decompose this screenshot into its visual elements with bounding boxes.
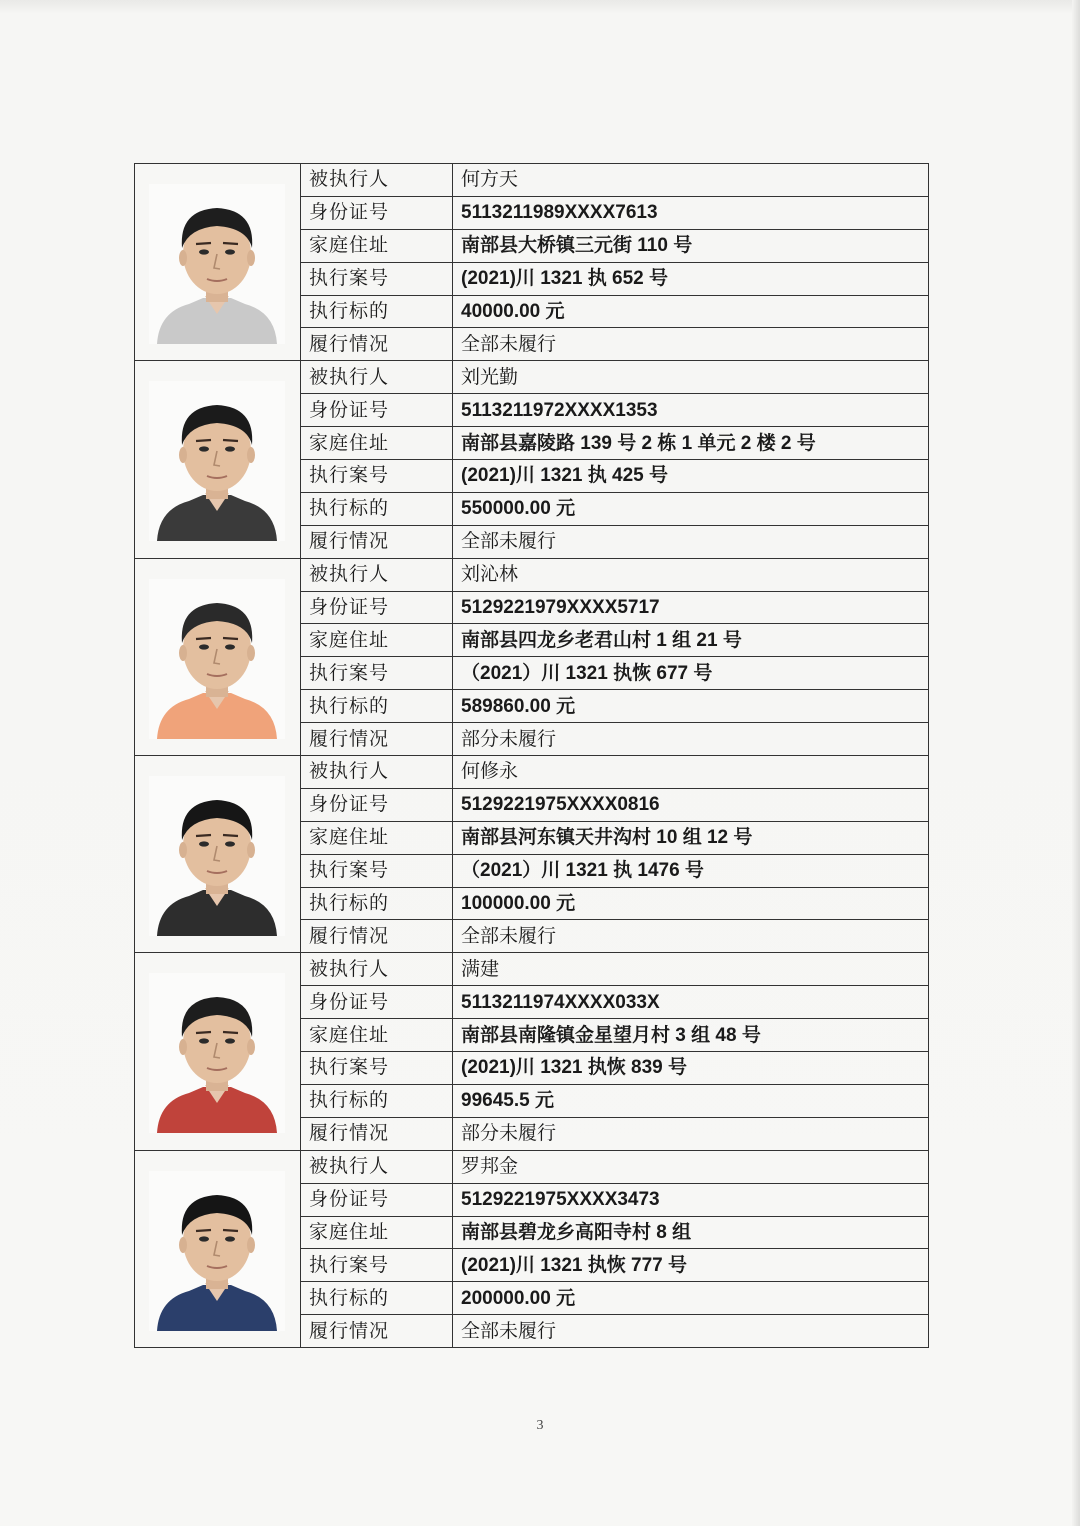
field-label-case_number: 执行案号: [301, 1052, 453, 1085]
field-label-status: 履行情况: [301, 328, 453, 361]
field-value-id_number: 5129221975XXXX3473: [453, 1183, 929, 1216]
field-value-status: 部分未履行: [453, 723, 929, 756]
field-value-status: 全部未履行: [453, 1315, 929, 1348]
field-label-status: 履行情况: [301, 525, 453, 558]
field-value-address: 南部县河东镇天井沟村 10 组 12 号: [453, 821, 929, 854]
field-value-status: 全部未履行: [453, 920, 929, 953]
field-label-case_number: 执行案号: [301, 1249, 453, 1282]
field-label-address: 家庭住址: [301, 1019, 453, 1052]
field-label-name: 被执行人: [301, 1150, 453, 1183]
field-label-status: 履行情况: [301, 1315, 453, 1348]
field-value-address: 南部县嘉陵路 139 号 2 栋 1 单元 2 楼 2 号: [453, 427, 929, 460]
field-label-id_number: 身份证号: [301, 986, 453, 1019]
portrait-photo: [149, 776, 285, 936]
record-row-name: [135, 1150, 929, 1183]
field-value-id_number: 5113211989XXXX7613: [453, 196, 929, 229]
field-value-amount: 100000.00 元: [453, 887, 929, 920]
record-row-name: [135, 953, 929, 986]
record-row-name: [135, 361, 929, 394]
field-label-amount: 执行标的: [301, 887, 453, 920]
field-value-name: 刘沁林: [453, 558, 929, 591]
field-value-address: 南部县大桥镇三元街 110 号: [453, 229, 929, 262]
field-label-id_number: 身份证号: [301, 1183, 453, 1216]
field-value-case_number: (2021)川 1321 执 425 号: [453, 460, 929, 493]
field-label-name: 被执行人: [301, 558, 453, 591]
field-label-id_number: 身份证号: [301, 196, 453, 229]
field-label-amount: 执行标的: [301, 492, 453, 525]
page-number: 3: [536, 1418, 544, 1433]
record-row-name: [135, 164, 929, 197]
field-label-case_number: 执行案号: [301, 657, 453, 690]
portrait-photo: [149, 381, 285, 541]
field-value-address: 南部县碧龙乡高阳寺村 8 组: [453, 1216, 929, 1249]
portrait-cell: [135, 558, 301, 755]
field-label-case_number: 执行案号: [301, 854, 453, 887]
field-value-status: 全部未履行: [453, 328, 929, 361]
record-row-name: [135, 756, 929, 789]
field-value-case_number: (2021)川 1321 执恢 839 号: [453, 1052, 929, 1085]
field-value-status: 部分未履行: [453, 1117, 929, 1150]
field-label-address: 家庭住址: [301, 1216, 453, 1249]
field-label-id_number: 身份证号: [301, 591, 453, 624]
portrait-photo: [149, 184, 285, 344]
field-value-amount: 40000.00 元: [453, 295, 929, 328]
field-value-case_number: (2021)川 1321 执恢 777 号: [453, 1249, 929, 1282]
field-label-amount: 执行标的: [301, 1282, 453, 1315]
field-value-amount: 200000.00 元: [453, 1282, 929, 1315]
field-value-amount: 589860.00 元: [453, 690, 929, 723]
field-value-name: 满建: [453, 953, 929, 986]
field-label-amount: 执行标的: [301, 1084, 453, 1117]
field-label-name: 被执行人: [301, 756, 453, 789]
field-label-address: 家庭住址: [301, 624, 453, 657]
portrait-cell: [135, 756, 301, 953]
field-value-name: 罗邦金: [453, 1150, 929, 1183]
portrait-cell: [135, 1150, 301, 1347]
field-label-amount: 执行标的: [301, 295, 453, 328]
portrait-cell: [135, 164, 301, 361]
field-value-name: 何方天: [453, 164, 929, 197]
portrait-cell: [135, 953, 301, 1150]
page-edge: [1072, 0, 1080, 1526]
field-value-status: 全部未履行: [453, 525, 929, 558]
field-label-address: 家庭住址: [301, 229, 453, 262]
field-label-status: 履行情况: [301, 1117, 453, 1150]
field-value-id_number: 5129221975XXXX0816: [453, 788, 929, 821]
field-label-amount: 执行标的: [301, 690, 453, 723]
portrait-cell: [135, 361, 301, 558]
field-value-id_number: 5113211974XXXX033X: [453, 986, 929, 1019]
field-label-status: 履行情况: [301, 920, 453, 953]
record-row-name: [135, 558, 929, 591]
field-label-name: 被执行人: [301, 164, 453, 197]
field-label-case_number: 执行案号: [301, 460, 453, 493]
field-value-amount: 550000.00 元: [453, 492, 929, 525]
field-value-name: 何修永: [453, 756, 929, 789]
field-label-id_number: 身份证号: [301, 394, 453, 427]
field-label-address: 家庭住址: [301, 427, 453, 460]
field-label-name: 被执行人: [301, 953, 453, 986]
portrait-photo: [149, 579, 285, 739]
field-label-id_number: 身份证号: [301, 788, 453, 821]
field-value-case_number: （2021）川 1321 执 1476 号: [453, 854, 929, 887]
field-label-name: 被执行人: [301, 361, 453, 394]
field-value-address: 南部县南隆镇金星望月村 3 组 48 号: [453, 1019, 929, 1052]
field-value-id_number: 5129221979XXXX5717: [453, 591, 929, 624]
field-label-status: 履行情况: [301, 723, 453, 756]
debtor-table: [134, 163, 929, 1348]
field-value-id_number: 5113211972XXXX1353: [453, 394, 929, 427]
field-label-address: 家庭住址: [301, 821, 453, 854]
field-value-case_number: （2021）川 1321 执恢 677 号: [453, 657, 929, 690]
portrait-photo: [149, 1171, 285, 1331]
field-value-address: 南部县四龙乡老君山村 1 组 21 号: [453, 624, 929, 657]
field-value-case_number: (2021)川 1321 执 652 号: [453, 262, 929, 295]
portrait-photo: [149, 973, 285, 1133]
field-value-name: 刘光勤: [453, 361, 929, 394]
field-label-case_number: 执行案号: [301, 262, 453, 295]
field-value-amount: 99645.5 元: [453, 1084, 929, 1117]
